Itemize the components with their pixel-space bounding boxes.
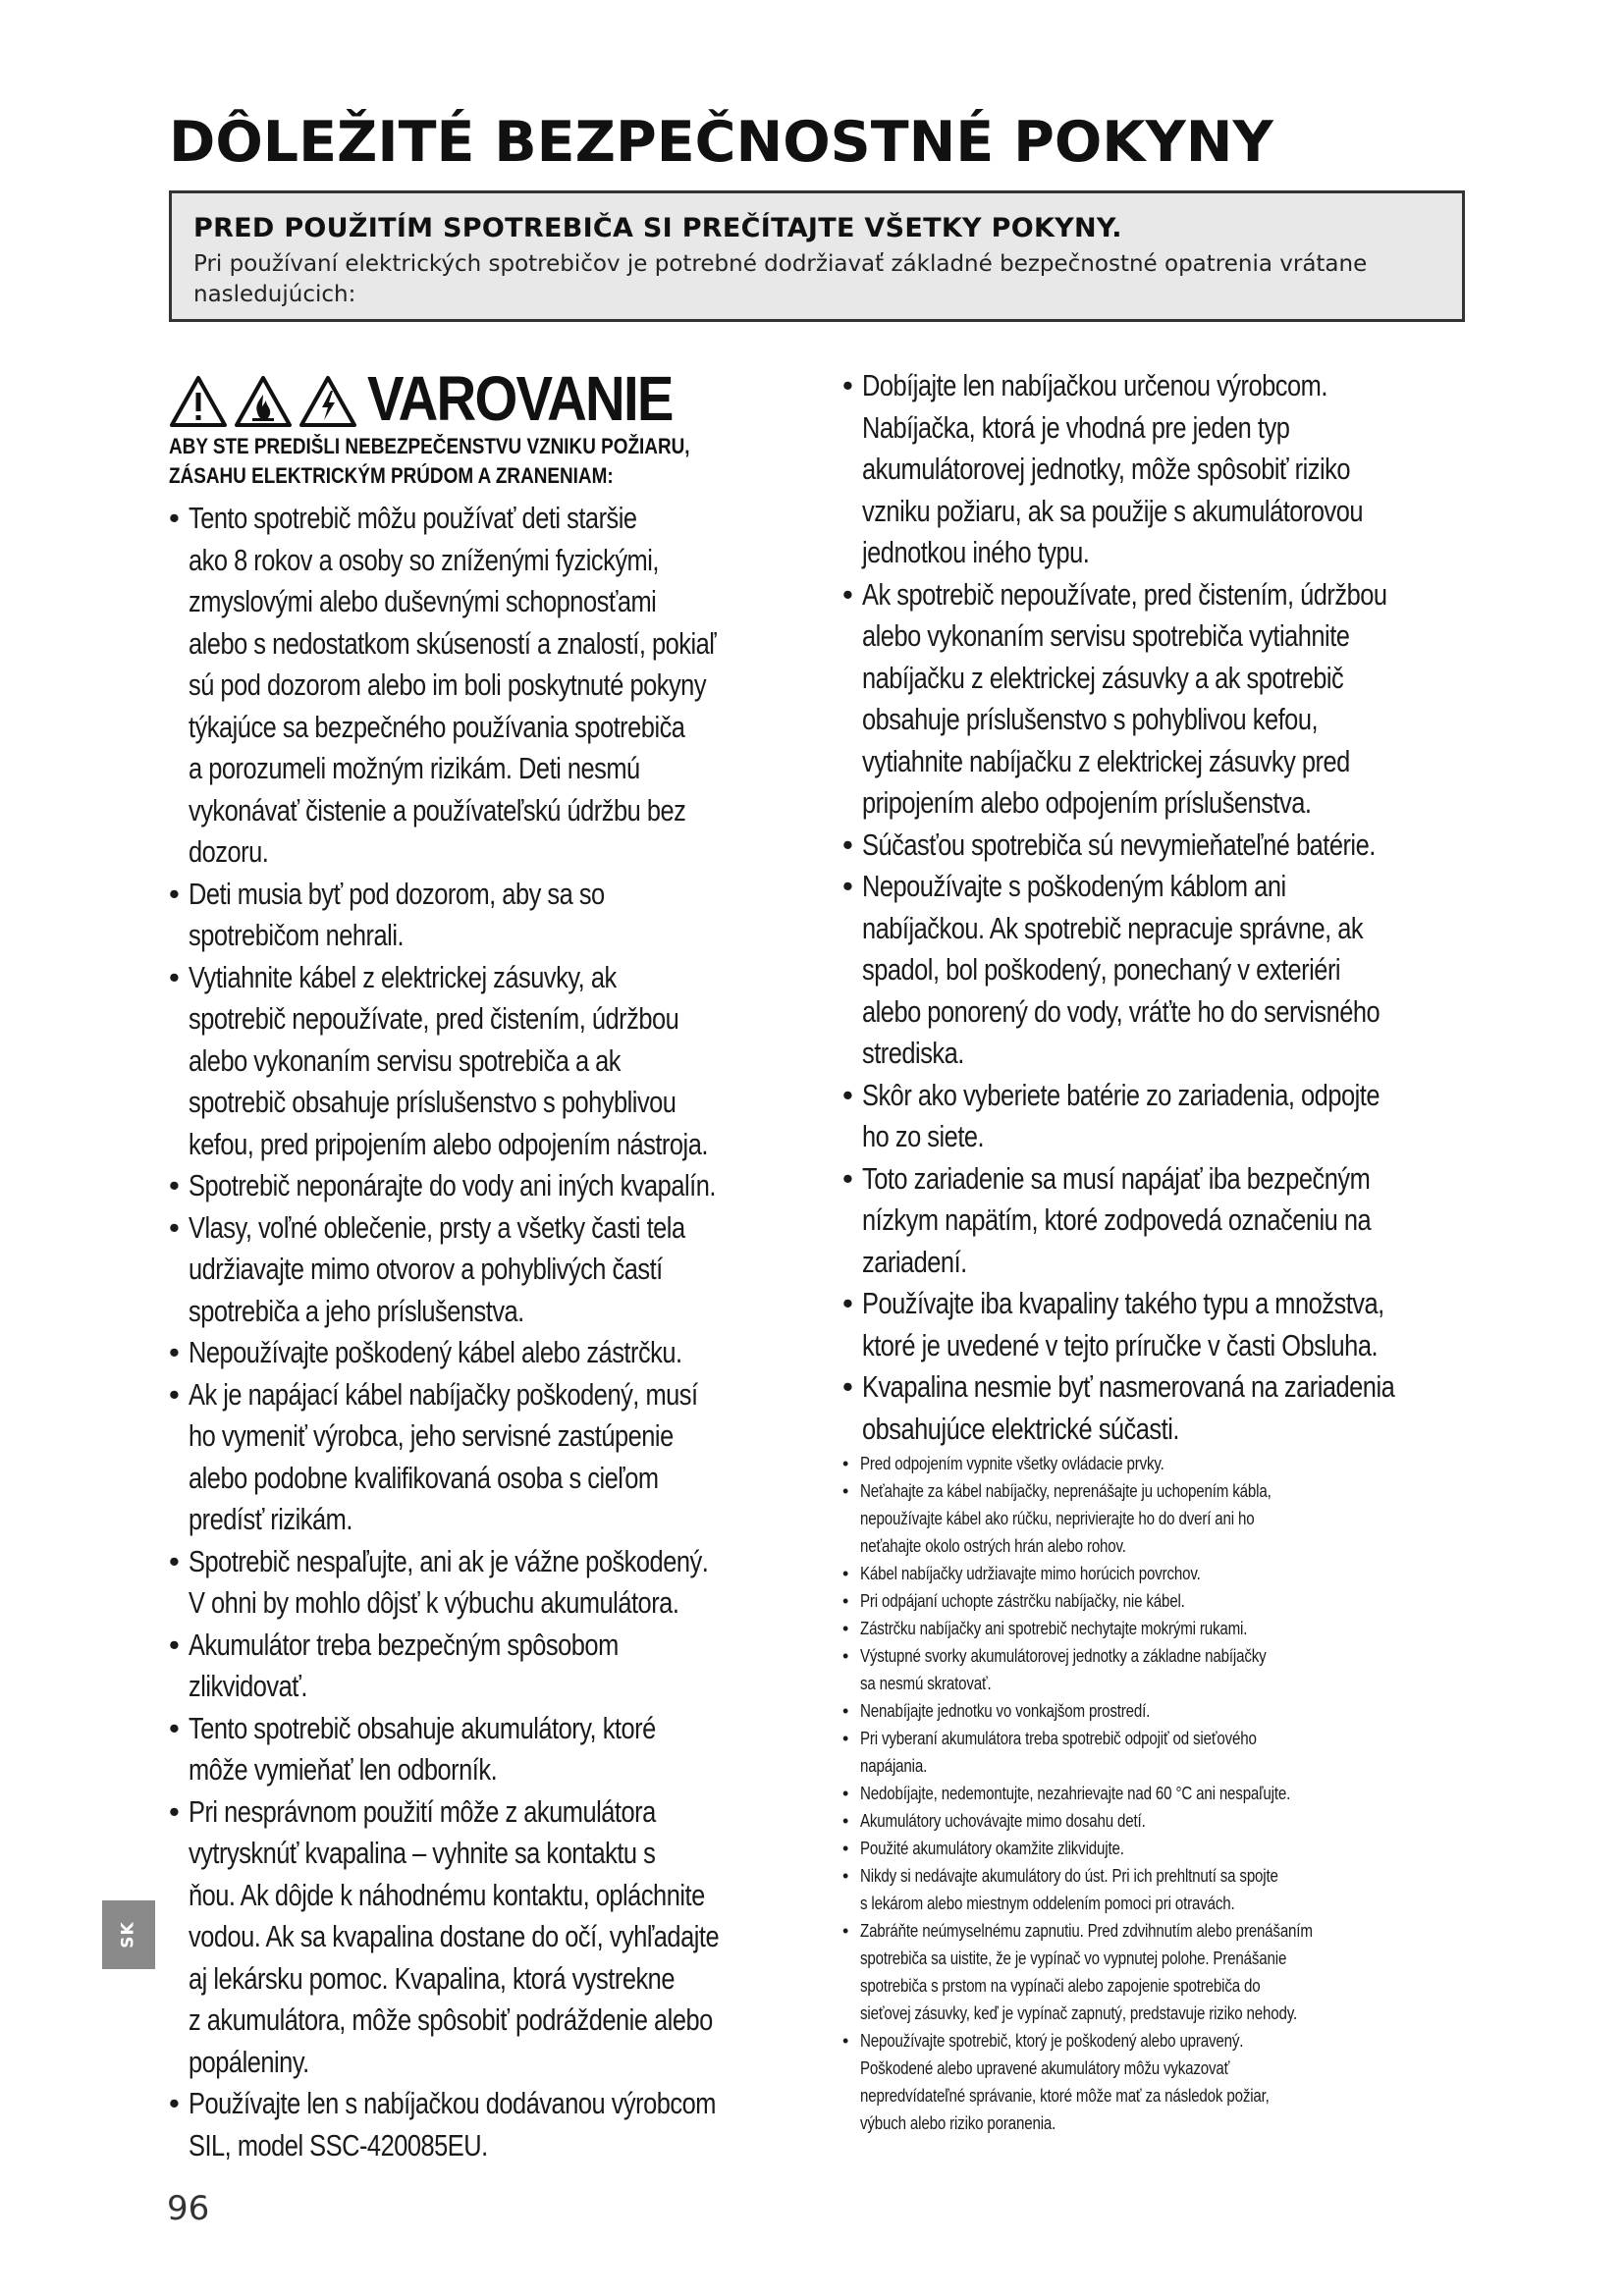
fire-hazard-icon bbox=[234, 375, 293, 428]
list-item: • Tento spotrebič môžu používať deti staršie ako 8 rokov a osoby so zníženými fyzickými, zmyslovými alebo duševnými schopnosťami alebo s nedostatkom skúseností a znalostí, pokiaľ sú pod dozorom alebo im boli poskytnuté pokyny týkajúce sa bezpečného používania spotrebiča a porozumeli možným rizikám. Deti nesmú vykonávať čistenie a používateľskú údržbu bez dozoru. bbox=[169, 498, 807, 874]
list-item-small: • Nepoužívajte spotrebič, ktorý je poškodený alebo upravený. Poškodené alebo upravené akumulátory môžu vykazovať nepredvídateľné správanie, ktoré môže mať za následok požiar, výbuch alebo riziko poranenia. bbox=[842, 2027, 1481, 2137]
list-item: • Používajte iba kvapaliny takého typu a množstva, ktoré je uvedené v tejto príručke v časti Obsluha. bbox=[842, 1283, 1481, 1366]
list-item-small: • Zástrčku nabíjačky ani spotrebič nechytajte mokrými rukami. bbox=[842, 1615, 1481, 1642]
list-item-small: • Pri vyberaní akumulátora treba spotrebič odpojiť od sieťového napájania. bbox=[842, 1725, 1481, 1780]
list-item: • Používajte len s nabíjačkou dodávanou výrobcom SIL, model SSC-420085EU. bbox=[169, 2083, 807, 2166]
warning-triangle-icon bbox=[169, 375, 228, 428]
list-item-small: • Použité akumulátory okamžite zlikvidujte. bbox=[842, 1835, 1481, 1862]
list-item: • Skôr ako vyberiete batérie zo zariadenia, odpojte ho zo siete. bbox=[842, 1075, 1481, 1158]
warning-subtitle-line-2: ZÁSAHU ELEKTRICKÝM PRÚDOM A ZRANENIAM: bbox=[169, 463, 614, 488]
list-item-small: • Výstupné svorky akumulátorovej jednotky a základne nabíjačky sa nesmú skratovať. bbox=[842, 1642, 1481, 1697]
list-item-small: • Nenabíjajte jednotku vo vonkajšom prostredí. bbox=[842, 1697, 1481, 1725]
list-item: • Akumulátor treba bezpečným spôsobom zlikvidovať. bbox=[169, 1625, 807, 1708]
list-item-small: • Nedobíjajte, nedemontujte, nezahrievajte nad 60 °C ani nespaľujte. bbox=[842, 1780, 1481, 1807]
list-item: • Vlasy, voľné oblečenie, prsty a všetky časti tela udržiavajte mimo otvorov a pohyblivých častí spotrebiča a jeho príslušenstva. bbox=[169, 1207, 807, 1333]
list-item: • Nepoužívajte s poškodeným káblom ani nabíjačkou. Ak spotrebič nepracuje správne, ak spadol, bol poškodený, ponechaný v exteriéri alebo ponorený do vody, vráťte ho do servisného strediska. bbox=[842, 866, 1481, 1075]
warning-title: VAROVANIE bbox=[367, 363, 673, 434]
list-item-small: • Neťahajte za kábel nabíjačky, neprenášajte ju uchopením kábla, nepoužívajte kábel ako rúčku, neprivierajte ho do dverí ani ho neťahajte okolo ostrých hrán alebo rohov. bbox=[842, 1477, 1481, 1560]
warning-subtitle-line-1: ABY STE PREDIŠLI NEBEZPEČENSTVU VZNIKU POŽIARU, bbox=[169, 434, 690, 458]
page-title: DÔLEŽITÉ BEZPEČNOSTNÉ POKYNY bbox=[169, 110, 1273, 175]
list-item-small: • Kábel nabíjačky udržiavajte mimo horúcich povrchov. bbox=[842, 1560, 1481, 1587]
notice-heading: PRED POUŽITÍM SPOTREBIČA SI PREČÍTAJTE VŠETKY POKYNY. bbox=[193, 213, 1122, 243]
list-item: • Kvapalina nesmie byť nasmerovaná na zariadenia obsahujúce elektrické súčasti. bbox=[842, 1366, 1481, 1450]
list-item: • Ak je napájací kábel nabíjačky poškodený, musí ho vymeniť výrobca, jeho servisné zastúpenie alebo podobne kvalifikovaná osoba s cieľom predísť rizikám. bbox=[169, 1374, 807, 1541]
list-item: • Toto zariadenie sa musí napájať iba bezpečným nízkym napätím, ktoré zodpovedá označeniu na zariadení. bbox=[842, 1158, 1481, 1284]
right-column-list bbox=[842, 365, 1481, 2137]
language-label: SK bbox=[118, 1921, 138, 1949]
list-item-small: • Pri odpájaní uchopte zástrčku nabíjačky, nie kábel. bbox=[842, 1587, 1481, 1615]
notice-box bbox=[169, 190, 1465, 322]
list-item-small: • Pred odpojením vypnite všetky ovládacie prvky. bbox=[842, 1450, 1481, 1477]
warning-header bbox=[169, 365, 797, 491]
list-item-small: • Nikdy si nedávajte akumulátory do úst. Pri ich prehltnutí sa spojte s lekárom alebo miestnym oddelením pomoci pri otravách. bbox=[842, 1862, 1481, 1917]
warning-title-row bbox=[169, 363, 797, 434]
left-column-list bbox=[169, 498, 807, 2166]
notice-text: Pri používaní elektrických spotrebičov je potrebné dodržiavať základné bezpečnostné opatrenia vrátane nasledujúcich: bbox=[193, 251, 1368, 307]
list-item-small: • Zabráňte neúmyselnému zapnutiu. Pred zdvihnutím alebo prenášaním spotrebiča sa uistite, že je vypínač vo vypnutej polohe. Prenášanie spotrebiča s prstom na vypínači alebo zapojenie spotrebiča do sieťovej zásuvky, keď je vypínač zapnutý, predstavuje riziko nehody. bbox=[842, 1917, 1481, 2027]
list-item: • Deti musia byť pod dozorom, aby sa so spotrebičom nehrali. bbox=[169, 874, 807, 957]
language-side-tab bbox=[102, 1900, 155, 1969]
electric-shock-icon bbox=[298, 375, 357, 428]
list-item: • Dobíjajte len nabíjačkou určenou výrobcom. Nabíjačka, ktorá je vhodná pre jeden typ akumulátorovej jednotky, môže spôsobiť riziko vzniku požiaru, ak sa použije s akumulátorovou jednotkou iného typu. bbox=[842, 365, 1481, 574]
page-number: 96 bbox=[167, 2189, 210, 2228]
list-item-small: • Akumulátory uchovávajte mimo dosahu detí. bbox=[842, 1807, 1481, 1835]
list-item: • Pri nesprávnom použití môže z akumulátora vytrysknúť kvapalina – vyhnite sa kontaktu s ňou. Ak dôjde k náhodnému kontaktu, opláchnite vodou. Ak sa kvapalina dostane do očí, vyhľadajte aj lekársku pomoc. Kvapalina, ktorá vystrekne z akumulátora, môže spôsobiť podráždenie alebo popáleniny. bbox=[169, 1791, 807, 2084]
list-item: • Spotrebič nespaľujte, ani ak je vážne poškodený. V ohni by mohlo dôjsť k výbuchu akumulátora. bbox=[169, 1541, 807, 1625]
list-item: • Spotrebič neponárajte do vody ani iných kvapalín. bbox=[169, 1165, 807, 1207]
list-item: • Ak spotrebič nepoužívate, pred čistením, údržbou alebo vykonaním servisu spotrebiča vytiahnite nabíjačku z elektrickej zásuvky a ak spotrebič obsahuje príslušenstvo s pohyblivou kefou, vytiahnite nabíjačku z elektrickej zásuvky pred pripojením alebo odpojením príslušenstva. bbox=[842, 574, 1481, 825]
list-item: • Tento spotrebič obsahuje akumulátory, ktoré môže vymieňať len odborník. bbox=[169, 1708, 807, 1791]
list-item: • Vytiahnite kábel z elektrickej zásuvky, ak spotrebič nepoužívate, pred čistením, údržbou alebo vykonaním servisu spotrebiča a ak spotrebič obsahuje príslušenstvo s pohyblivou kefou, pred pripojením alebo odpojením nástroja. bbox=[169, 957, 807, 1166]
list-item: • Súčasťou spotrebiča sú nevymieňateľné batérie. bbox=[842, 825, 1481, 867]
list-item: • Nepoužívajte poškodený kábel alebo zástrčku. bbox=[169, 1332, 807, 1374]
